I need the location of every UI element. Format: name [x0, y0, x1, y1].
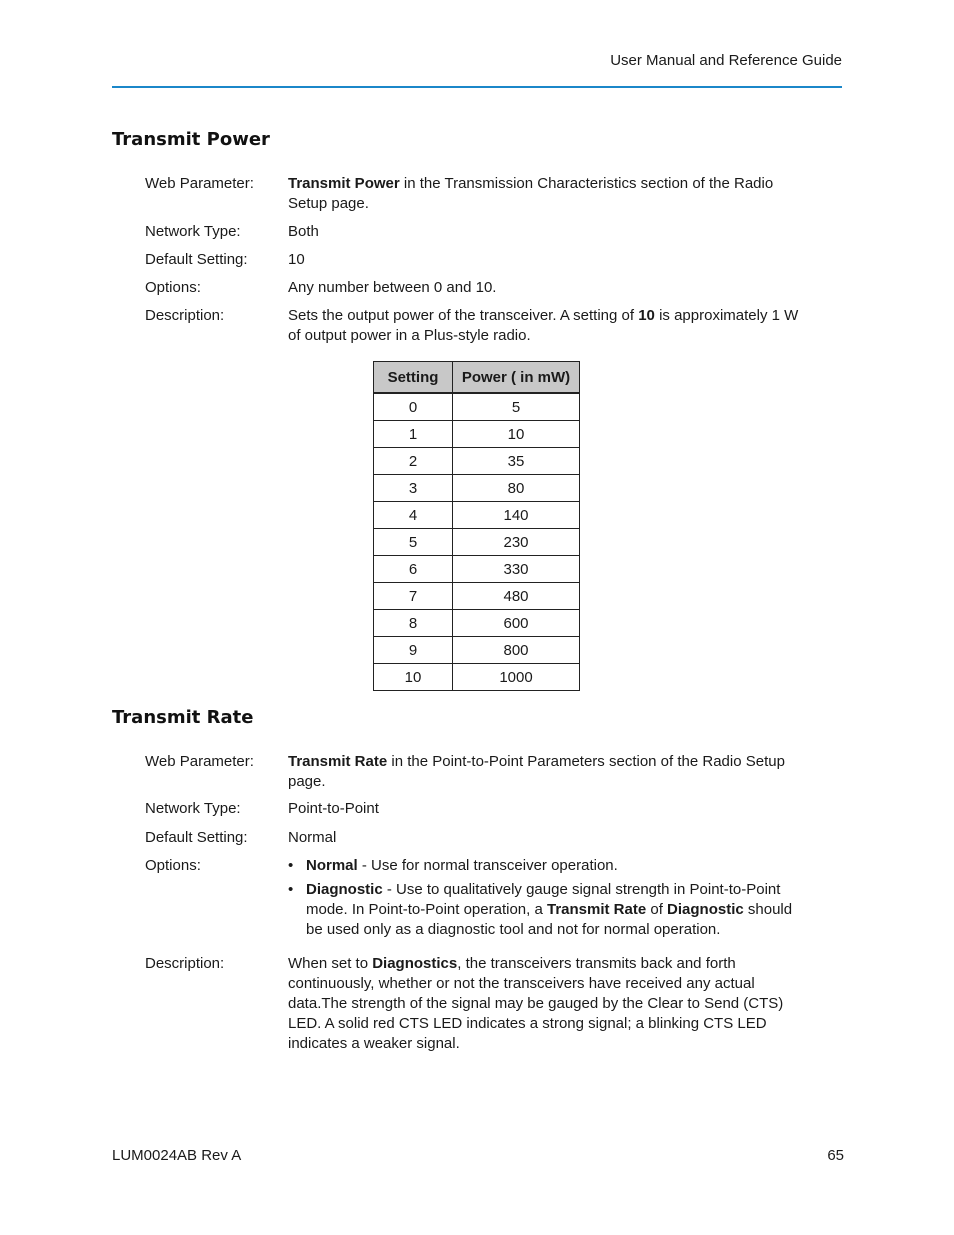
- default-setting-value: Normal: [288, 829, 337, 846]
- list-item: [288, 856, 808, 876]
- description-text: When set to: [288, 955, 373, 972]
- web-parameter-bold: Transmit Power: [288, 175, 400, 192]
- bullet-icon: •: [288, 881, 294, 898]
- network-type-value: Both: [288, 223, 319, 240]
- power-cell: 800: [453, 637, 580, 664]
- bullet-icon: •: [288, 857, 294, 874]
- default-setting-label: Default Setting:: [145, 829, 248, 846]
- web-parameter-bold: Transmit Rate: [288, 753, 388, 770]
- description-value: [288, 954, 788, 1054]
- setting-cell: 3: [374, 475, 453, 502]
- list-item: [288, 880, 808, 940]
- options-label: Options:: [145, 857, 201, 874]
- power-cell: 1000: [453, 664, 580, 691]
- options-label: Options:: [145, 279, 201, 296]
- section-heading-transmit-rate: Transmit Rate: [112, 707, 254, 728]
- description-value: [288, 306, 808, 346]
- description-text: Sets the output power of the transceiver. A setting of: [288, 307, 639, 324]
- default-setting-value: 10: [288, 251, 305, 268]
- option-text: should be used only as a diagnostic tool and not for normal operation.: [306, 901, 793, 938]
- options-value: Any number between 0 and 10.: [288, 279, 497, 296]
- setting-cell: 2: [374, 448, 453, 475]
- web-parameter-label: Web Parameter:: [145, 753, 254, 770]
- table-header-setting: Setting: [374, 362, 453, 394]
- description-text: , the transceivers transmits back and forth continuously, whether or not the transceivers have received any actual data.The strength of the signal may be gauged by the Clear to Send (CTS) LED. A solid red CTS LED indicates a strong signal; a blinking CTS LED indicates a weaker signal.: [288, 955, 784, 1052]
- setting-cell: 6: [374, 556, 453, 583]
- table-header-row: [374, 362, 580, 394]
- network-type-value: Point-to-Point: [288, 800, 379, 817]
- setting-cell: 5: [374, 529, 453, 556]
- power-cell: 330: [453, 556, 580, 583]
- table-row: [374, 637, 580, 664]
- table-row: [374, 475, 580, 502]
- table-header-power: Power ( in mW): [453, 362, 580, 394]
- default-setting-label: Default Setting:: [145, 251, 248, 268]
- power-cell: 80: [453, 475, 580, 502]
- header-divider: [112, 86, 842, 88]
- description-bold: Diagnostics: [372, 955, 458, 972]
- network-type-label: Network Type:: [145, 800, 241, 817]
- description-text: is approximately 1 W of output power in a Plus-style radio.: [288, 307, 799, 344]
- power-cell: 140: [453, 502, 580, 529]
- footer-page-number: 65: [827, 1147, 844, 1164]
- option-bold: Diagnostic: [667, 901, 744, 918]
- running-header-title: User Manual and Reference Guide: [610, 52, 842, 69]
- setting-cell: 8: [374, 610, 453, 637]
- web-parameter-value: [288, 752, 808, 792]
- option-text: - Use to qualitatively gauge signal strength in Point-to-Point mode. In Point-to-Point operation, a: [306, 881, 781, 918]
- section-heading-transmit-power: Transmit Power: [112, 129, 270, 150]
- web-parameter-text: in the Transmission Characteristics section of the Radio Setup page.: [288, 175, 774, 212]
- web-parameter-label: Web Parameter:: [145, 175, 254, 192]
- option-name: Diagnostic: [306, 881, 383, 898]
- option-bold: Transmit Rate: [546, 901, 647, 918]
- options-list: [288, 856, 808, 944]
- description-label: Description:: [145, 307, 225, 324]
- power-cell: 230: [453, 529, 580, 556]
- setting-cell: 0: [374, 393, 453, 421]
- table-row: [374, 529, 580, 556]
- table-row: [374, 583, 580, 610]
- setting-cell: 9: [374, 637, 453, 664]
- setting-cell: 10: [374, 664, 453, 691]
- power-table: [373, 361, 580, 691]
- option-text: - Use for normal transceiver operation.: [357, 857, 618, 874]
- web-parameter-text: in the Point-to-Point Parameters section of the Radio Setup page.: [288, 753, 785, 790]
- power-cell: 480: [453, 583, 580, 610]
- description-label: Description:: [145, 955, 225, 972]
- web-parameter-value: [288, 174, 808, 214]
- description-bold: 10: [638, 307, 655, 324]
- option-text: of: [646, 901, 668, 918]
- table-row: [374, 421, 580, 448]
- setting-cell: 4: [374, 502, 453, 529]
- table-row: [374, 664, 580, 691]
- power-cell: 5: [453, 393, 580, 421]
- table-row: [374, 393, 580, 421]
- footer-doc-id: LUM0024AB Rev A: [112, 1147, 242, 1164]
- option-name: Normal: [306, 857, 358, 874]
- setting-cell: 7: [374, 583, 453, 610]
- power-cell: 600: [453, 610, 580, 637]
- setting-cell: 1: [374, 421, 453, 448]
- table-row: [374, 610, 580, 637]
- power-cell: 10: [453, 421, 580, 448]
- table-row: [374, 556, 580, 583]
- table-row: [374, 448, 580, 475]
- power-cell: 35: [453, 448, 580, 475]
- network-type-label: Network Type:: [145, 223, 241, 240]
- table-row: [374, 502, 580, 529]
